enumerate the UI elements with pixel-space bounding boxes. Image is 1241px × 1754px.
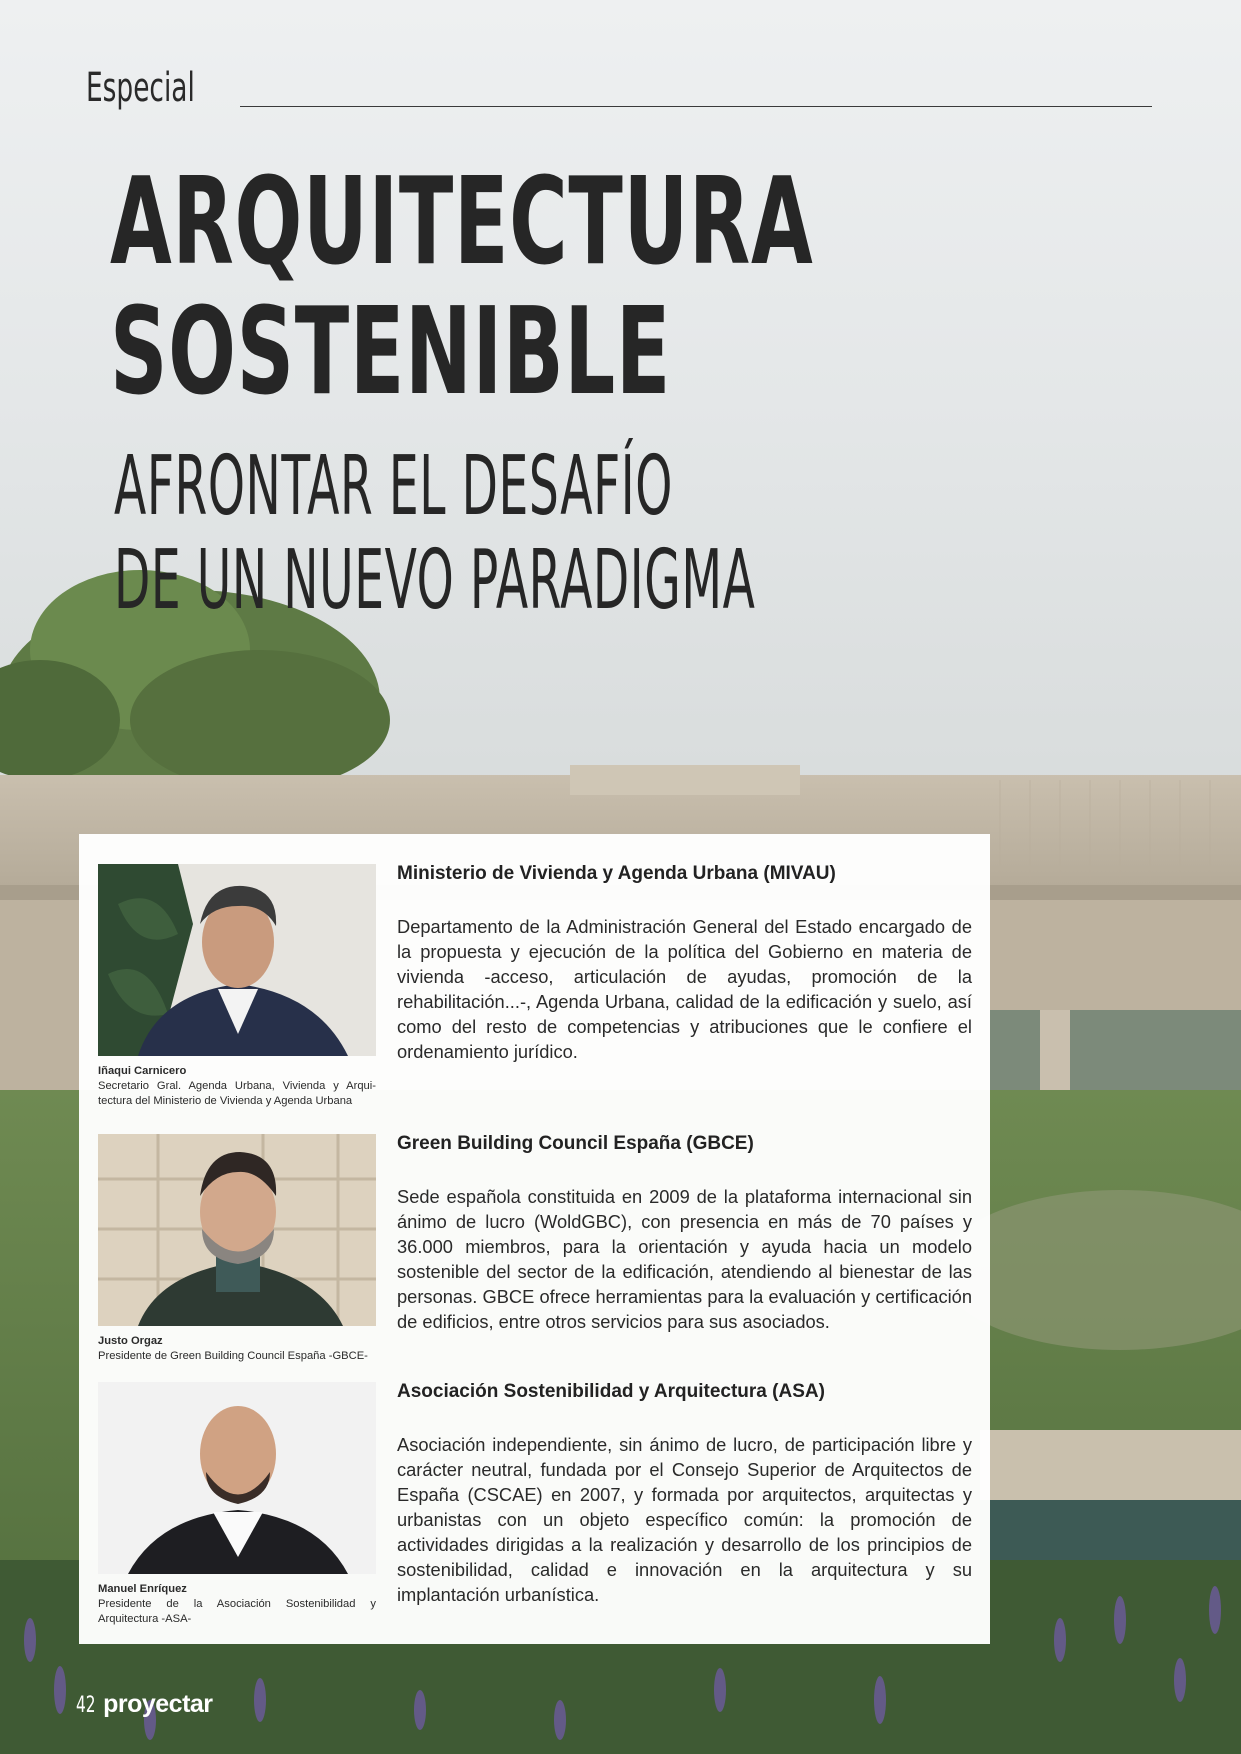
person-name: Justo Orgaz (98, 1335, 163, 1347)
main-title (110, 153, 1168, 422)
subtitle-line-2: DE UN NUEVO PARADIGMA (114, 533, 756, 628)
person-card (98, 864, 376, 1109)
organization-heading: Green Building Council España (GBCE) (397, 1133, 754, 1154)
portrait-photo (98, 864, 376, 1056)
subtitle (114, 440, 1230, 628)
person-caption (98, 1334, 376, 1364)
organization-description: Departamento de la Administración General del Estado encargado de la propuesta y ejecución de la política del Gobierno en materia de vivienda -acceso, articulación de ayudas, promoción de la rehabilitación...-, Agenda Urbana, calidad de la edificación y suelo, así como del resto de competencias y atribuciones que le confiere el ordenamiento jurídico. (397, 916, 972, 1062)
organization-heading: Asociación Sostenibilidad y Arquitectura (ASA) (397, 1381, 825, 1402)
content-panel (79, 834, 990, 1644)
main-title-line-2: SOSTENIBLE (110, 283, 672, 422)
page-footer (76, 1690, 213, 1719)
organization-entry (397, 1132, 972, 1334)
person-role: Presidente de Green Building Council España -GBCE- (98, 1350, 368, 1362)
section-divider (240, 106, 1152, 107)
person-card (98, 1382, 376, 1627)
main-title-line-1: ARQUITECTURA (110, 153, 814, 292)
person-card (98, 1134, 376, 1364)
section-label: Especial (86, 65, 195, 111)
organization-entry (397, 1380, 972, 1607)
organization-description: Asociación independiente, sin ánimo de lucro, de participación libre y carácter neutral, fundada por el Consejo Superior de Arquitectos de España (CSCAE) en 2007, y formada por arquitectos, arquitectas y urbanistas con un objeto específico común: la promoción de actividades dirigidas a la realización y desarrollo de los principios de sostenibilidad, calidad e innovación en la arquitectura y su implantación urbanística. (397, 1434, 972, 1605)
person-name: Manuel Enríquez (98, 1583, 187, 1595)
subtitle-line-1: AFRONTAR EL DESAFÍO (114, 439, 673, 534)
person-role: Presidente de la Asociación Sostenibilidad y Arquitectura -ASA- (98, 1598, 376, 1625)
organization-entry (397, 862, 972, 1064)
page-number: 42 (76, 1693, 96, 1718)
person-caption (98, 1064, 376, 1109)
brand-logo: proyectar (103, 1690, 213, 1718)
person-name: Iñaqui Carnicero (98, 1065, 187, 1077)
person-caption (98, 1582, 376, 1627)
portrait-photo (98, 1134, 376, 1326)
organization-description: Sede española constituida en 2009 de la plataforma internacional sin ánimo de lucro (WoldGBC), con presencia en más de 70 países y 36.000 miembros, para la orientación y ayuda hacia un modelo sostenible del sector de la edificación, atendiendo al bienestar de las personas. GBCE ofrece herramientas para la evaluación y certificación de edificios, entre otros servicios para sus asociados. (397, 1186, 972, 1332)
person-role: Secretario Gral. Agenda Urbana, Vivienda y Arqui-tectura del Ministerio de Vivienda y Agenda Urbana (98, 1080, 376, 1107)
portrait-photo (98, 1382, 376, 1574)
organization-heading: Ministerio de Vivienda y Agenda Urbana (MIVAU) (397, 863, 836, 884)
